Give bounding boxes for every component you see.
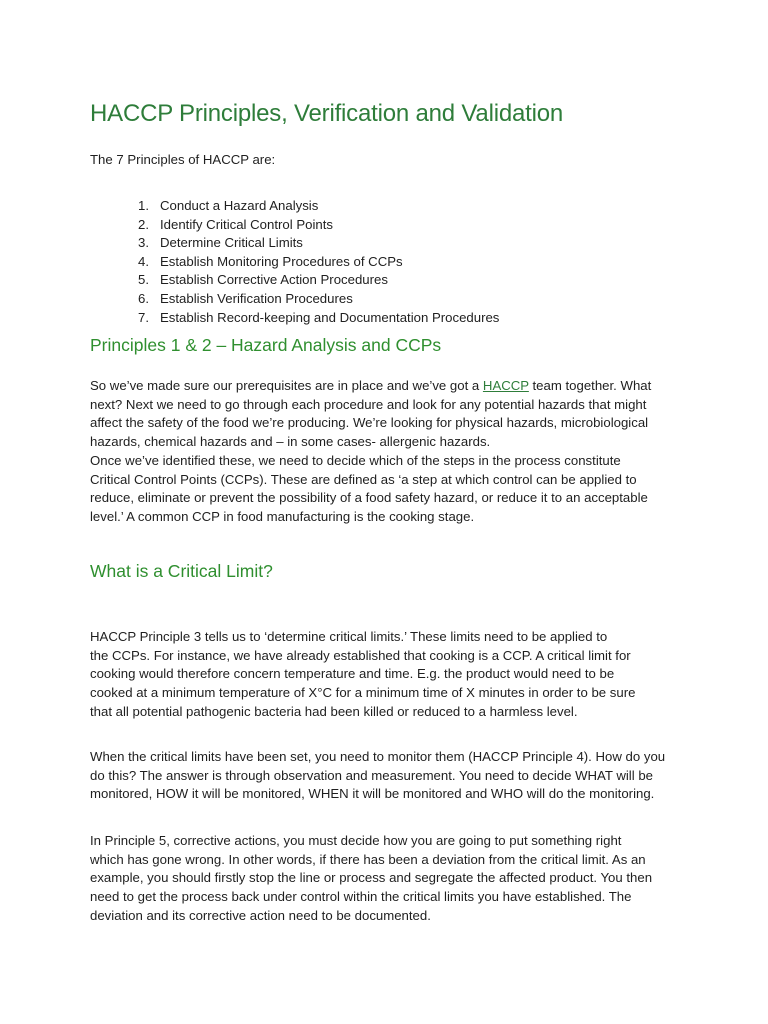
list-item — [138, 234, 499, 253]
section-heading-critical-limit: What is a Critical Limit? — [90, 561, 273, 581]
paragraph-line: that all potential pathogenic bacteria had been killed or reduced to a harmless level. — [90, 703, 578, 719]
paragraph-line: do this? The answer is through observation and measurement. You need to decide WHAT will be — [90, 767, 653, 783]
monitoring-paragraph — [90, 748, 685, 804]
paragraph-line: cooking would therefore concern temperature and time. E.g. the product would need to be — [90, 666, 615, 682]
list-number: 7. — [138, 309, 149, 325]
paragraph-line: example, you should firstly stop the line or process and segregate the affected product. You then — [90, 870, 653, 886]
list-item-text: Conduct a Hazard Analysis — [160, 198, 319, 213]
list-number: 4. — [138, 253, 149, 269]
paragraph-line: HACCP Principle 3 tells us to ‘determine critical limits.’ These limits need to be applied to — [90, 629, 608, 644]
list-number: 5. — [138, 272, 149, 288]
paragraph-line: the CCPs. For instance, we have already established that cooking is a CCP. A critical limit for — [90, 647, 631, 663]
paragraph-line — [90, 377, 685, 396]
paragraph-line: In Principle 5, corrective actions, you must decide how you are going to put something right — [90, 833, 622, 848]
paragraph-line: which has gone wrong. In other words, if there has been a deviation from the critical limit. As an — [90, 851, 646, 867]
paragraph-line: When the critical limits have been set, you need to monitor them (HACCP Principle 4). How do you — [90, 749, 666, 764]
haccp-link[interactable]: HACCP — [482, 378, 529, 393]
list-number: 6. — [138, 290, 149, 306]
list-item-text: Establish Corrective Action Procedures — [160, 272, 388, 288]
text-run: So we’ve made sure our prerequisites are in place and we’ve got a — [90, 378, 483, 393]
paragraph-line: Once we’ve identified these, we need to decide which of the steps in the process constitute — [90, 452, 621, 468]
paragraph-line: deviation and its corrective action need to be documented. — [90, 907, 431, 923]
intro-text: The 7 Principles of HACCP are: — [90, 152, 276, 167]
list-number: 3. — [138, 235, 149, 251]
list-number: 2. — [138, 216, 149, 232]
paragraph-line: need to get the process back under control within the critical limits you have established. The — [90, 889, 632, 905]
list-item — [138, 216, 499, 235]
paragraph-line: reduce, eliminate or prevent the possibility of a food safety hazard, or reduce it to an acceptable — [90, 490, 648, 506]
paragraph-line: affect the safety of the food we’re producing. We’re looking for physical hazards, microbiological — [90, 415, 649, 431]
paragraph-line: hazards, chemical hazards and – in some cases- allergenic hazards. — [90, 434, 491, 450]
list-item-text: Establish Record-keeping and Documentation Procedures — [160, 309, 500, 325]
page-title: HACCP Principles, Verification and Validation — [90, 100, 564, 127]
corrective-action-paragraph — [90, 832, 685, 926]
list-item — [138, 271, 499, 290]
text-run: team together. What — [528, 378, 652, 393]
list-item-text: Establish Monitoring Procedures of CCPs — [160, 253, 403, 269]
list-item — [138, 197, 499, 216]
list-number: 1. — [138, 198, 149, 213]
list-item — [138, 309, 499, 328]
paragraph-line: cooked at a minimum temperature of X°C for a minimum time of X minutes in order to be sure — [90, 685, 636, 701]
list-item-text: Identify Critical Control Points — [160, 216, 333, 232]
critical-limit-paragraph — [90, 628, 685, 722]
hazard-analysis-paragraph — [90, 377, 685, 527]
section-heading-hazard-analysis: Principles 1 & 2 – Hazard Analysis and CCPs — [90, 335, 442, 355]
list-item — [138, 253, 499, 272]
paragraph-line: monitored, HOW it will be monitored, WHEN it will be monitored and WHO will do the monitoring. — [90, 786, 655, 802]
paragraph-line: next? Next we need to go through each procedure and look for any potential hazards that might — [90, 396, 647, 412]
list-item-text: Determine Critical Limits — [160, 235, 303, 251]
paragraph-line: Critical Control Points (CCPs). These are defined as ‘a step at which control can be applied to — [90, 471, 637, 487]
list-item-text: Establish Verification Procedures — [160, 290, 353, 306]
paragraph-line: level.’ A common CCP in food manufacturing is the cooking stage. — [90, 508, 475, 524]
list-item — [138, 290, 499, 309]
principles-list — [138, 197, 499, 327]
